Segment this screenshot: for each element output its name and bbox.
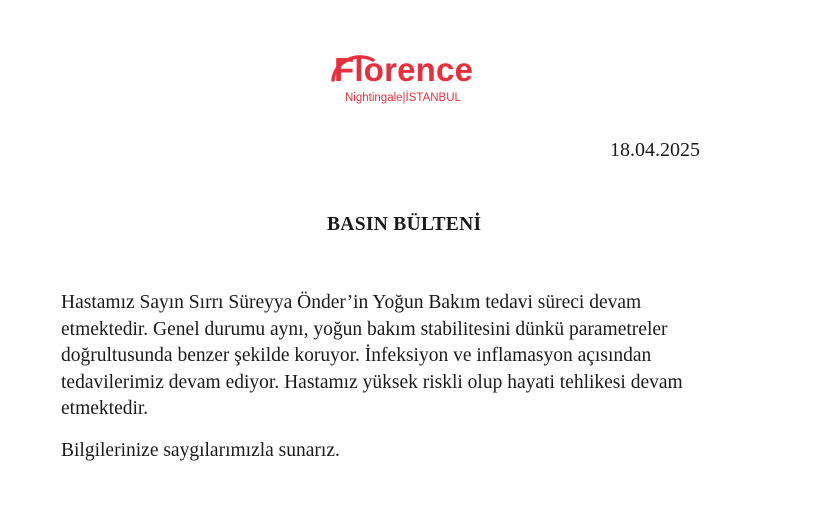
logo-divider: | bbox=[402, 92, 406, 104]
body-line: etmektedir. bbox=[61, 398, 149, 419]
logo-wordmark: Florence bbox=[334, 51, 474, 88]
body-line: etmektedir. Genel durumu aynı, yoğun bakım stabilitesini dünkü parametreler bbox=[61, 318, 668, 340]
logo-subtitle bbox=[345, 93, 461, 105]
body-line: Hastamız Sayın Sırrı Süreyya Önder’in Yoğun Bakım tedavi süreci devam bbox=[61, 292, 642, 313]
document-date: 18.04.2025 bbox=[610, 139, 700, 161]
body-paragraph bbox=[61, 290, 781, 423]
florence-nightingale-logo bbox=[329, 50, 491, 112]
logo-sub-city: İSTANBUL bbox=[405, 92, 461, 104]
body-line: tedavilerimiz devam ediyor. Hastamız yüksek riskli olup hayati tehlikesi devam bbox=[61, 371, 683, 393]
document-title: BASIN BÜLTENİ bbox=[327, 214, 482, 235]
body-line: doğrultusunda benzer şekilde koruyor. İnfeksiyon ve inflamasyon açısından bbox=[61, 345, 652, 366]
closing-line: Bilgilerinize saygılarımızla sunarız. bbox=[61, 440, 340, 461]
logo-sub-brand: Nightingale bbox=[345, 92, 403, 104]
